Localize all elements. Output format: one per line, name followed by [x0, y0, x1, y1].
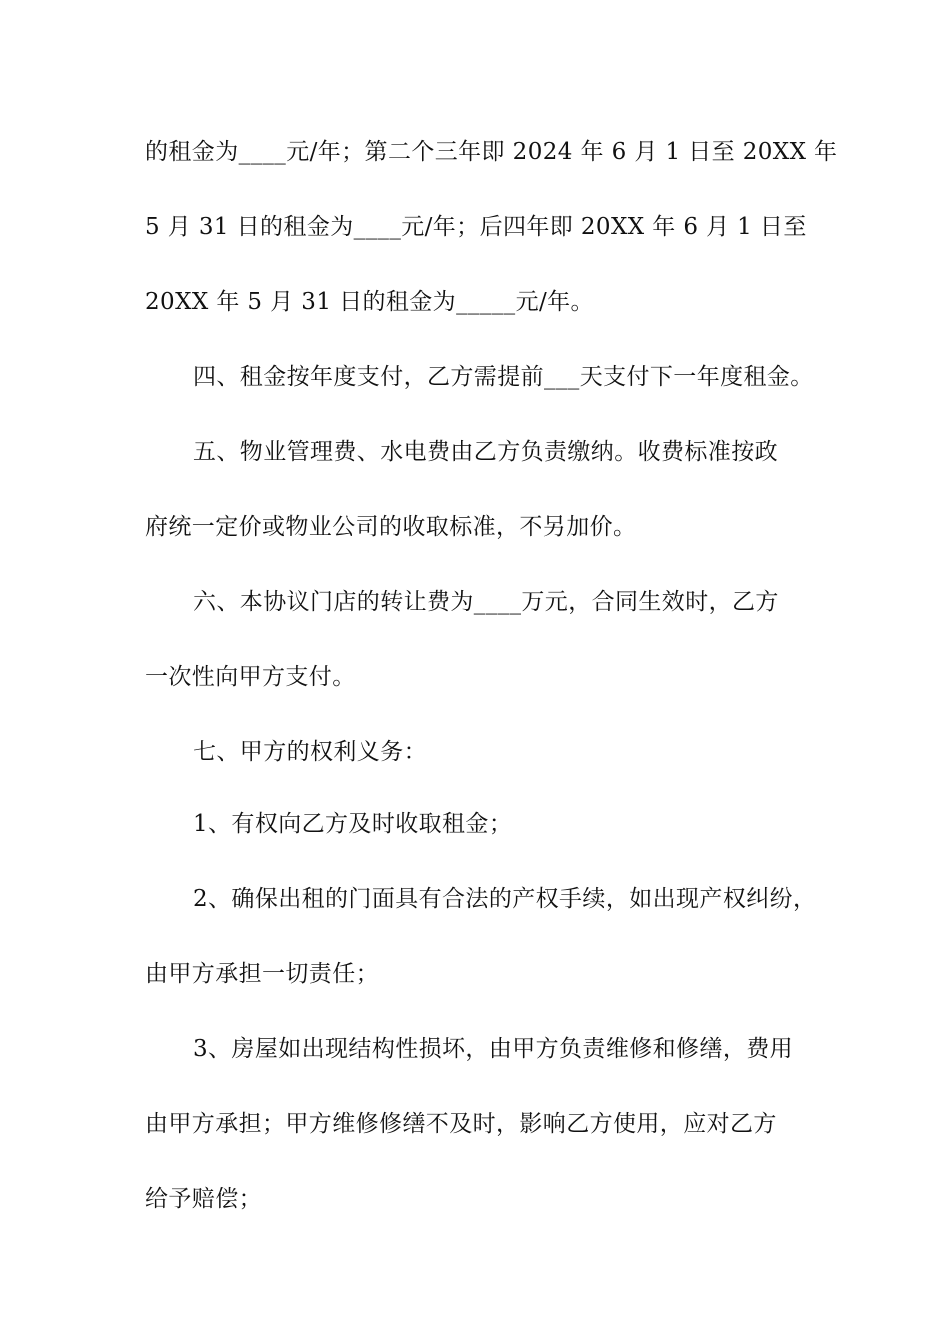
- text-line: 六、本协议门店的转让费为____万元，合同生效时，乙方: [193, 589, 779, 615]
- text-line: 五、物业管理费、水电费由乙方负责缴纳。收费标准按政: [193, 439, 778, 465]
- text-line: 20XX 年 5 月 31 日的租金为_____元/年。: [145, 289, 594, 315]
- text-line: 3、房屋如出现结构性损坏，由甲方负责维修和修缮，费用: [193, 1036, 794, 1062]
- text-line: 由甲方承担；甲方维修修缮不及时，影响乙方使用，应对乙方: [145, 1111, 777, 1137]
- text-line: 5 月 31 日的租金为____元/年；后四年即 20XX 年 6 月 1 日至: [145, 214, 807, 240]
- text-line: 一次性向甲方支付。: [145, 664, 356, 690]
- text-line: 1、有权向乙方及时收取租金；: [193, 811, 513, 837]
- text-line: 七、甲方的权利义务：: [193, 739, 427, 765]
- text-line: 的租金为____元/年；第二个三年即 2024 年 6 月 1 日至 20XX 年: [145, 139, 838, 165]
- text-line: 给予赔偿；: [145, 1186, 262, 1212]
- text-line: 由甲方承担一切责任；: [145, 961, 379, 987]
- text-line: 2、确保出租的门面具有合法的产权手续，如出现产权纠纷，: [193, 886, 817, 912]
- text-line: 府统一定价或物业公司的收取标准，不另加价。: [145, 514, 637, 540]
- text-line: 四、租金按年度支付，乙方需提前___天支付下一年度租金。: [193, 364, 814, 390]
